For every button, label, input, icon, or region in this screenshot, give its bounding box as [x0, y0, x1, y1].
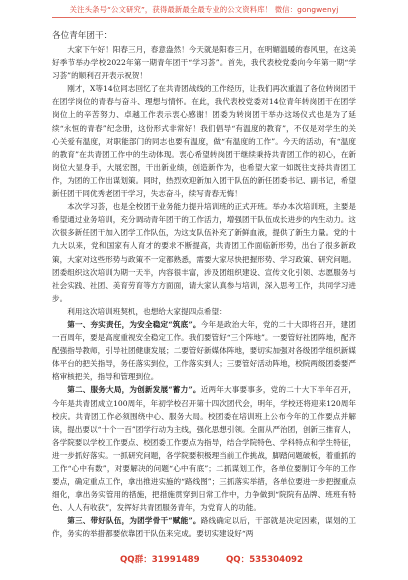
- section-3-body: 路线确定以后，干部就是决定因素，谋划的工作，务实的举措都要依靠团干队伍来完成。要切实建设好“两: [52, 516, 356, 539]
- page-header: [0, 0, 408, 22]
- section-1: [52, 318, 356, 383]
- section-2-body: 近两年大事要事多，党的二十大下半年召开，今年是共青团成立100周年，年初学校召开第十四次团代会，明年，学校还将迎来120周年校庆。共青团工作必须围绕中心、服务大局。校团委在培训班上公布今年的工作要点并解读，提出要以“十个一百”团学行动为主线，强化思想引领。全面从严治团，创新三推育人，各学院要以学校工作要点、校团委工作要点为指导，结合学院特色、学科特点和学生特征，进一步抓好落实。一抓研究问题，各学院要积极理当前工作挑战，脚踏问题破板，着重抓的工作“心中有数”，对要解决的问题“心中有底”；二抓谋划工作，各单位要制订今年的工作要点，确定重点工作，拿出推进实施的“路线图”；三抓落实举措，各单位要进一步把握重点细化，拿出务实管用的措施，把措施贯穿到日常工作中，力争做到“院院有品牌、班班有特色、人人有收获”，发挥好共青团服务青年，为党育人的功能。: [52, 385, 356, 513]
- section-1-title: 第一、夯实责任，为安全稳定“筑底”。: [67, 319, 201, 329]
- greeting: 各位青年团干：: [52, 31, 113, 41]
- header-banner: 关注头条号“公文研究”，获得最新最全最专业的公文资料库！ 微信：gongwenyj: [69, 5, 339, 14]
- qq-contact-label: QQ：535304092: [226, 555, 304, 565]
- section-3-title: 第三、带好队伍，为团学骨干“赋能”。: [67, 516, 201, 526]
- paragraph-3: 本次学习荟，也是全校团干业务能力提升培训班的正式开班。举办本次培训班，主要是希望通过业务培训，充分调动青年团干的工作活力，增强团干队伍成长进步的内生动力。这次很多新任团干加入团学工作队伍，为这支队伍补充了新鲜血液，提供了新生力量。党的十九大以来，党和国家有人育才的要求不断提高，共青团工作面临新形势，出台了很多新政策，大家对这些形势与政策不一定都熟悉，需要大家尽快把握形势、学习政策、研究问题。团委组织这次培训为期一天半，内容很丰富，涉及团组织建设、宣传文化引领、志愿服务与社会实践、社团、美育劳育等方方面面，请大家认真参与培训，深入思考工作，共同学习进步。: [52, 202, 356, 303]
- paragraph-2: 刚才，X等14位同志回忆了在共青团战线的工作经历，让我们再次重温了各位转岗团干在团学岗位的青春与奋斗、理想与情怀。在此，我代表校党委对14位青年转岗团干在团学岗位上的辛苦努力、卓越工作表示衷心感谢！团委为转岗团干举办这场仪式也是为了延续“永恒的青春”纪念册，这份形式非常好！我们倡导“有温度的教育”，不仅是对学生的关心关爱有温度，对职能部门的同志也要有温度，做“有温度的工作”。今天的活动，有“温度的教育”在共青团工作中的生动体现。衷心希望转岗团干继续秉持共青团工作的初心，在新岗位大显身手，大展宏图，干出新业绩，创造新作为，也希望大家一如既往支持共青团工作，为团的工作出谋划策。同时，热烈欢迎新加入团干队伍的新任团委书记、副书记，希望新任团干同优秀老团干学习，失志奋斗，续写青春无悔！: [52, 84, 356, 199]
- section-2-title: 第二、服务大局，为创新发展“蓄力”。: [67, 385, 201, 395]
- section-3: [52, 514, 356, 540]
- document-body: [52, 24, 356, 544]
- paragraph-1: 大家下午好！阳春三月，春意盎然！今天就是阳春三月，在明媚温暖的春风里，在这美好季节举办学校2022年第一期青年团干“学习荟”。首先，我代表校党委向今年第一期“学习荟”的顺利召开表示祝贺！: [52, 45, 356, 81]
- section-1-body: 今年是政治大年，党的二十大即将召开，建团一百周年，要是高度重视安全稳定工作。我们要管好“三个阵地”。一要管好社团阵地，配齐配强指导教师，引导社团健康发展；二要管好新媒体阵地，要切实加强对各级团学组织新媒体平台的把关指导，务任落实到位，工作落实到人；三要管好活动阵地，校院两级团委要严格审核把关，指导和管理到位。: [52, 319, 356, 382]
- qq-group-label: QQ群：31991489: [120, 555, 200, 565]
- section-2: [52, 383, 356, 514]
- page-footer: [0, 553, 408, 569]
- header-divider: [52, 17, 356, 18]
- paragraph-4: 利用这次培训班契机，也想给大家提四点希望：: [67, 306, 227, 316]
